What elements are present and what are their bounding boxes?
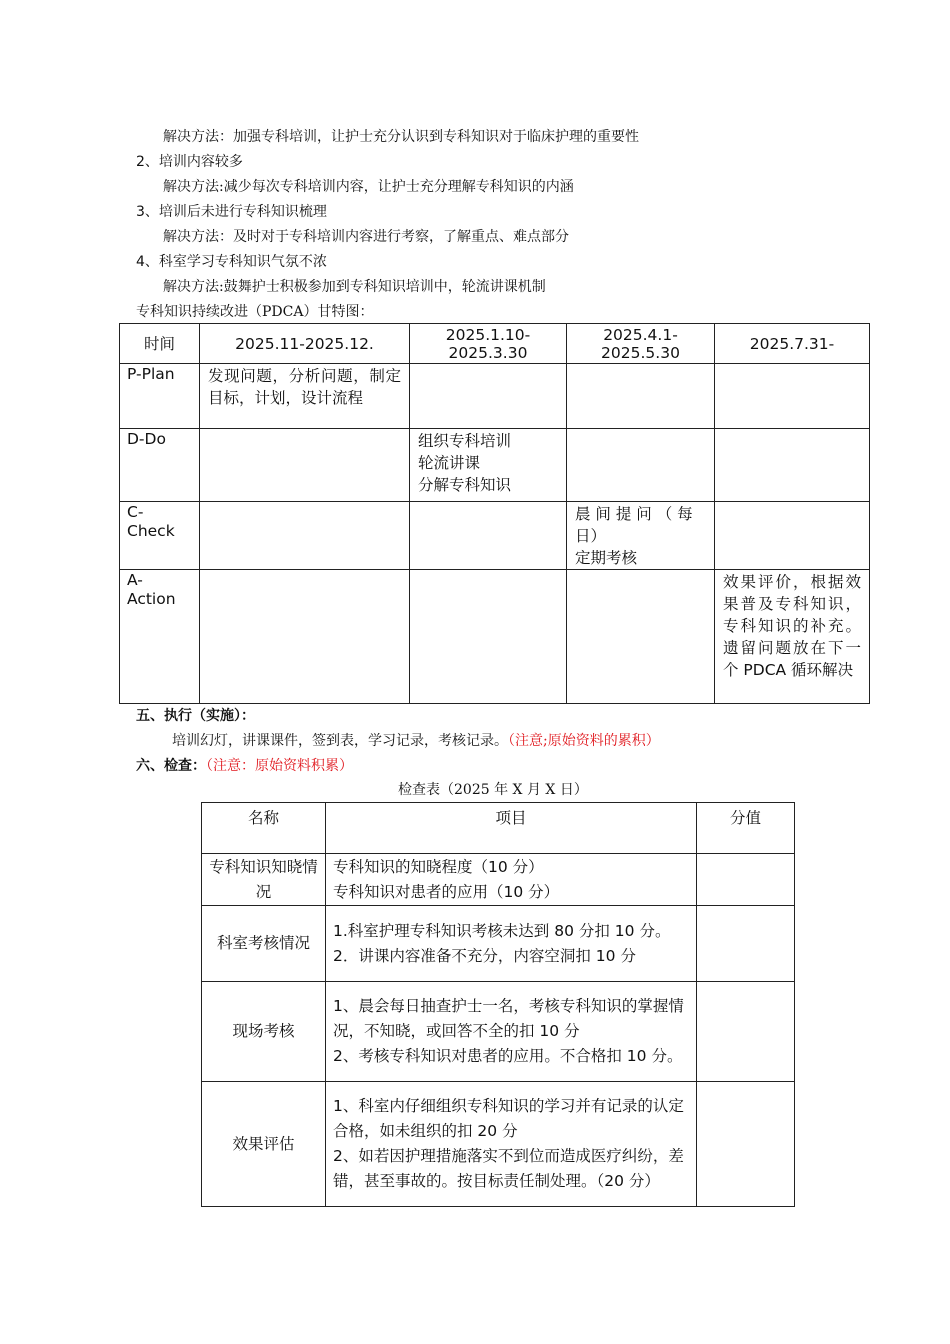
gantt-empty-cell	[715, 429, 870, 502]
gantt-header-period-2: 2025.1.10-2025.3.30	[410, 324, 567, 364]
gantt-do-cell	[410, 429, 567, 502]
gantt-empty-cell	[567, 364, 715, 429]
problem-3-num: 3、	[136, 204, 159, 220]
check-item-line: 2、考核专科知识对患者的应用。不合格扣 10 分。	[333, 1047, 683, 1065]
check-item-line: 1、晨会每日抽查护士一名，考核专科知识的掌握情况，不知晓，或回答不全的扣 10 分	[333, 997, 684, 1040]
section-5-body	[172, 732, 660, 750]
gantt-empty-cell	[200, 502, 410, 570]
gantt-empty-cell	[715, 364, 870, 429]
check-row-score	[697, 854, 795, 906]
check-row-items	[326, 1082, 697, 1207]
problem-2-num: 2、	[136, 154, 159, 170]
check-item-line: 1.科室护理专科知识考核未达到 80 分扣 10 分。	[333, 921, 671, 940]
gantt-plan-cell: 发现问题，分析问题，制定目标，计划，设计流程	[200, 364, 410, 429]
check-header-score: 分值	[697, 803, 795, 854]
pdca-gantt-table	[119, 323, 870, 704]
check-item-line: 2．讲课内容准备不充分，内容空洞扣 10 分	[333, 946, 636, 965]
check-item-line: 1、科室内仔细组织专科知识的学习并有记录的认定合格，如未组织的扣 20 分	[333, 1097, 684, 1140]
section-5-note: （注意;原始资料的累积）	[508, 733, 660, 749]
check-row-score	[697, 906, 795, 982]
check-header-item: 项目	[326, 803, 697, 854]
solution-3: 解决方法：及时对于专科培训内容进行考察，了解重点、难点部分	[163, 229, 569, 245]
check-row-items	[326, 854, 697, 906]
solution-2: 解决方法:减少每次专科培训内容，让护士充分理解专科知识的内涵	[163, 179, 574, 195]
problem-3	[136, 203, 327, 221]
gantt-empty-cell	[567, 429, 715, 502]
check-table-caption: 检查表（2025 年 X 月 X 日）	[398, 782, 588, 798]
problem-4-num: 4、	[136, 254, 159, 270]
check-row-name: 科室考核情况	[202, 906, 326, 982]
check-row	[202, 906, 795, 982]
check-row-items	[326, 982, 697, 1082]
gantt-header-period-1: 2025.11-2025.12.	[200, 324, 410, 364]
gantt-header-period-4: 2025.7.31-	[715, 324, 870, 364]
gantt-header-time: 时间	[120, 324, 200, 364]
gantt-header-row	[120, 324, 870, 364]
gantt-header-period-3: 2025.4.1-2025.5.30	[567, 324, 715, 364]
problem-2	[136, 153, 243, 171]
check-row-score	[697, 982, 795, 1082]
check-row-score	[697, 1082, 795, 1207]
gantt-empty-cell	[410, 502, 567, 570]
check-row-name: 专科知识知晓情况	[202, 854, 326, 906]
gantt-label-check: C- Check	[120, 502, 200, 570]
gantt-row-do	[120, 429, 870, 502]
gantt-action-cell: 效果评价，根据效果普及专科知识，专科知识的补充。遗留问题放在下一个 PDCA 循环解决	[715, 570, 870, 704]
gantt-do-line: 轮流讲课	[418, 454, 481, 472]
problem-4	[136, 253, 327, 271]
gantt-caption: 专科知识持续改进（PDCA）甘特图：	[136, 304, 374, 320]
gantt-empty-cell	[410, 570, 567, 704]
gantt-check-line: 定期考核	[575, 549, 638, 567]
check-row	[202, 982, 795, 1082]
problem-3-title: 培训后未进行专科知识梳理	[158, 204, 327, 220]
section-6-note: （注意：原始资料积累）	[206, 758, 353, 774]
gantt-row-action	[120, 570, 870, 704]
problem-2-title: 培训内容较多	[158, 154, 243, 170]
check-row-items	[326, 906, 697, 982]
gantt-empty-cell	[567, 570, 715, 704]
gantt-label-do: D-Do	[120, 429, 200, 502]
check-header-name: 名称	[202, 803, 326, 854]
check-row-name: 现场考核	[202, 982, 326, 1082]
gantt-empty-cell	[410, 364, 567, 429]
section-5-heading: 五、执行（实施）：	[136, 708, 255, 724]
section-5-text: 培训幻灯，讲课课件，签到表，学习记录，考核记录。	[172, 733, 508, 749]
gantt-check-line: 晨 间 提 问 （ 每 日）	[575, 505, 693, 545]
gantt-row-plan	[120, 364, 870, 429]
check-table	[201, 802, 795, 1207]
section-6-line	[136, 757, 353, 775]
gantt-do-line: 分解专科知识	[418, 476, 512, 494]
check-row-name: 效果评估	[202, 1082, 326, 1207]
check-header-row	[202, 803, 795, 854]
gantt-label-plan: P-Plan	[120, 364, 200, 429]
gantt-empty-cell	[200, 429, 410, 502]
check-row	[202, 854, 795, 906]
check-item-line: 2、如若因护理措施落实不到位而造成医疗纠纷，差错，甚至事故的。按目标责任制处理。（20 分）	[333, 1147, 684, 1190]
gantt-empty-cell	[715, 502, 870, 570]
gantt-row-check	[120, 502, 870, 570]
gantt-label-action: A- Action	[120, 570, 200, 704]
solution-1: 解决方法：加强专科培训，让护士充分认识到专科知识对于临床护理的重要性	[163, 129, 639, 145]
check-item-line: 专科知识的知晓程度（10 分）	[333, 857, 544, 876]
section-6-heading: 六、检查：	[136, 758, 206, 774]
gantt-do-line: 组织专科培训	[418, 432, 512, 450]
check-item-line: 专科知识对患者的应用（10 分）	[333, 882, 560, 901]
gantt-empty-cell	[200, 570, 410, 704]
solution-4: 解决方法:鼓舞护士积极参加到专科知识培训中，轮流讲课机制	[163, 279, 546, 295]
gantt-check-cell	[567, 502, 715, 570]
problem-4-title: 科室学习专科知识气氛不浓	[158, 254, 327, 270]
check-row	[202, 1082, 795, 1207]
